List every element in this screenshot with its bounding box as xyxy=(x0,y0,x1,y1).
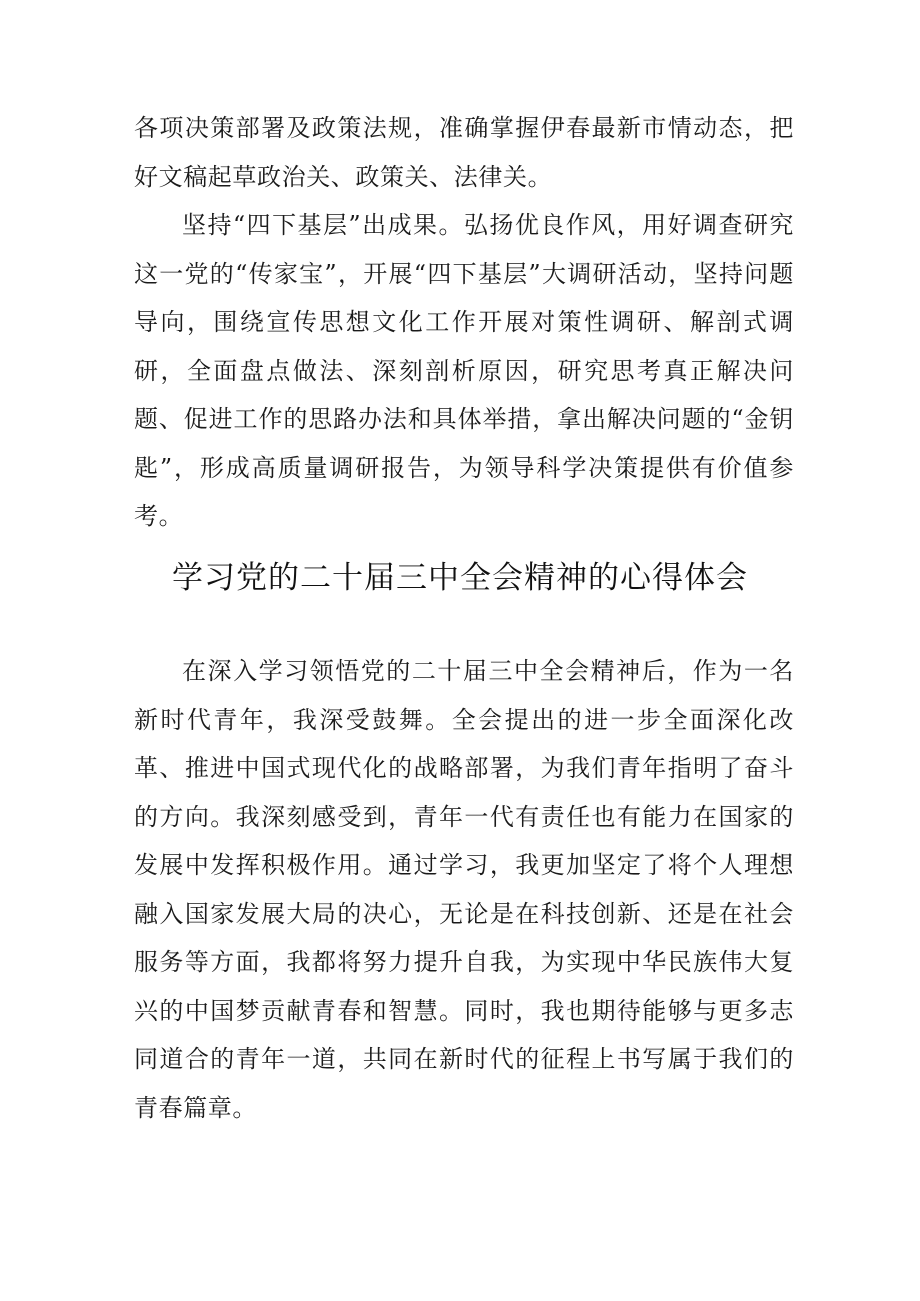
bottom-text-block xyxy=(134,647,794,1132)
top-text-block xyxy=(134,104,794,541)
continued-paragraph: 各项决策部署及政策法规，准确掌握伊春最新市情动态，把好文稿起草政治关、政策关、法律关。 xyxy=(134,114,794,191)
section-title: 学习党的二十届三中全会精神的心得体会 xyxy=(172,560,748,596)
paragraph-four-grassroots: 坚持“四下基层”出成果。弘扬优良作风，用好调查研究这一党的“传家宝”，开展“四下基层”大调研活动，坚持问题导向，围绕宣传思想文化工作开展对策性调研、解剖式调研，全面盘点做法、深刻剖析原因，研究思考真正解决问题、促进工作的思路办法和具体举措，拿出解决问题的“金钥匙”，形成高质量调研报告，为领导科学决策提供有价值参考。 xyxy=(134,211,794,530)
paragraph-reflection: 在深入学习领悟党的二十届三中全会精神后，作为一名新时代青年，我深受鼓舞。全会提出的进一步全面深化改革、推进中国式现代化的战略部署，为我们青年指明了奋斗的方向。我深刻感受到，青年一代有责任也有能力在国家的发展中发挥积极作用。通过学习，我更加坚定了将个人理想融入国家发展大局的决心，无论是在科技创新、还是在社会服务等方面，我都将努力提升自我，为实现中华民族伟大复兴的中国梦贡献青春和智慧。同时，我也期待能够与更多志同道合的青年一道，共同在新时代的征程上书写属于我们的青春篇章。 xyxy=(134,657,794,1122)
